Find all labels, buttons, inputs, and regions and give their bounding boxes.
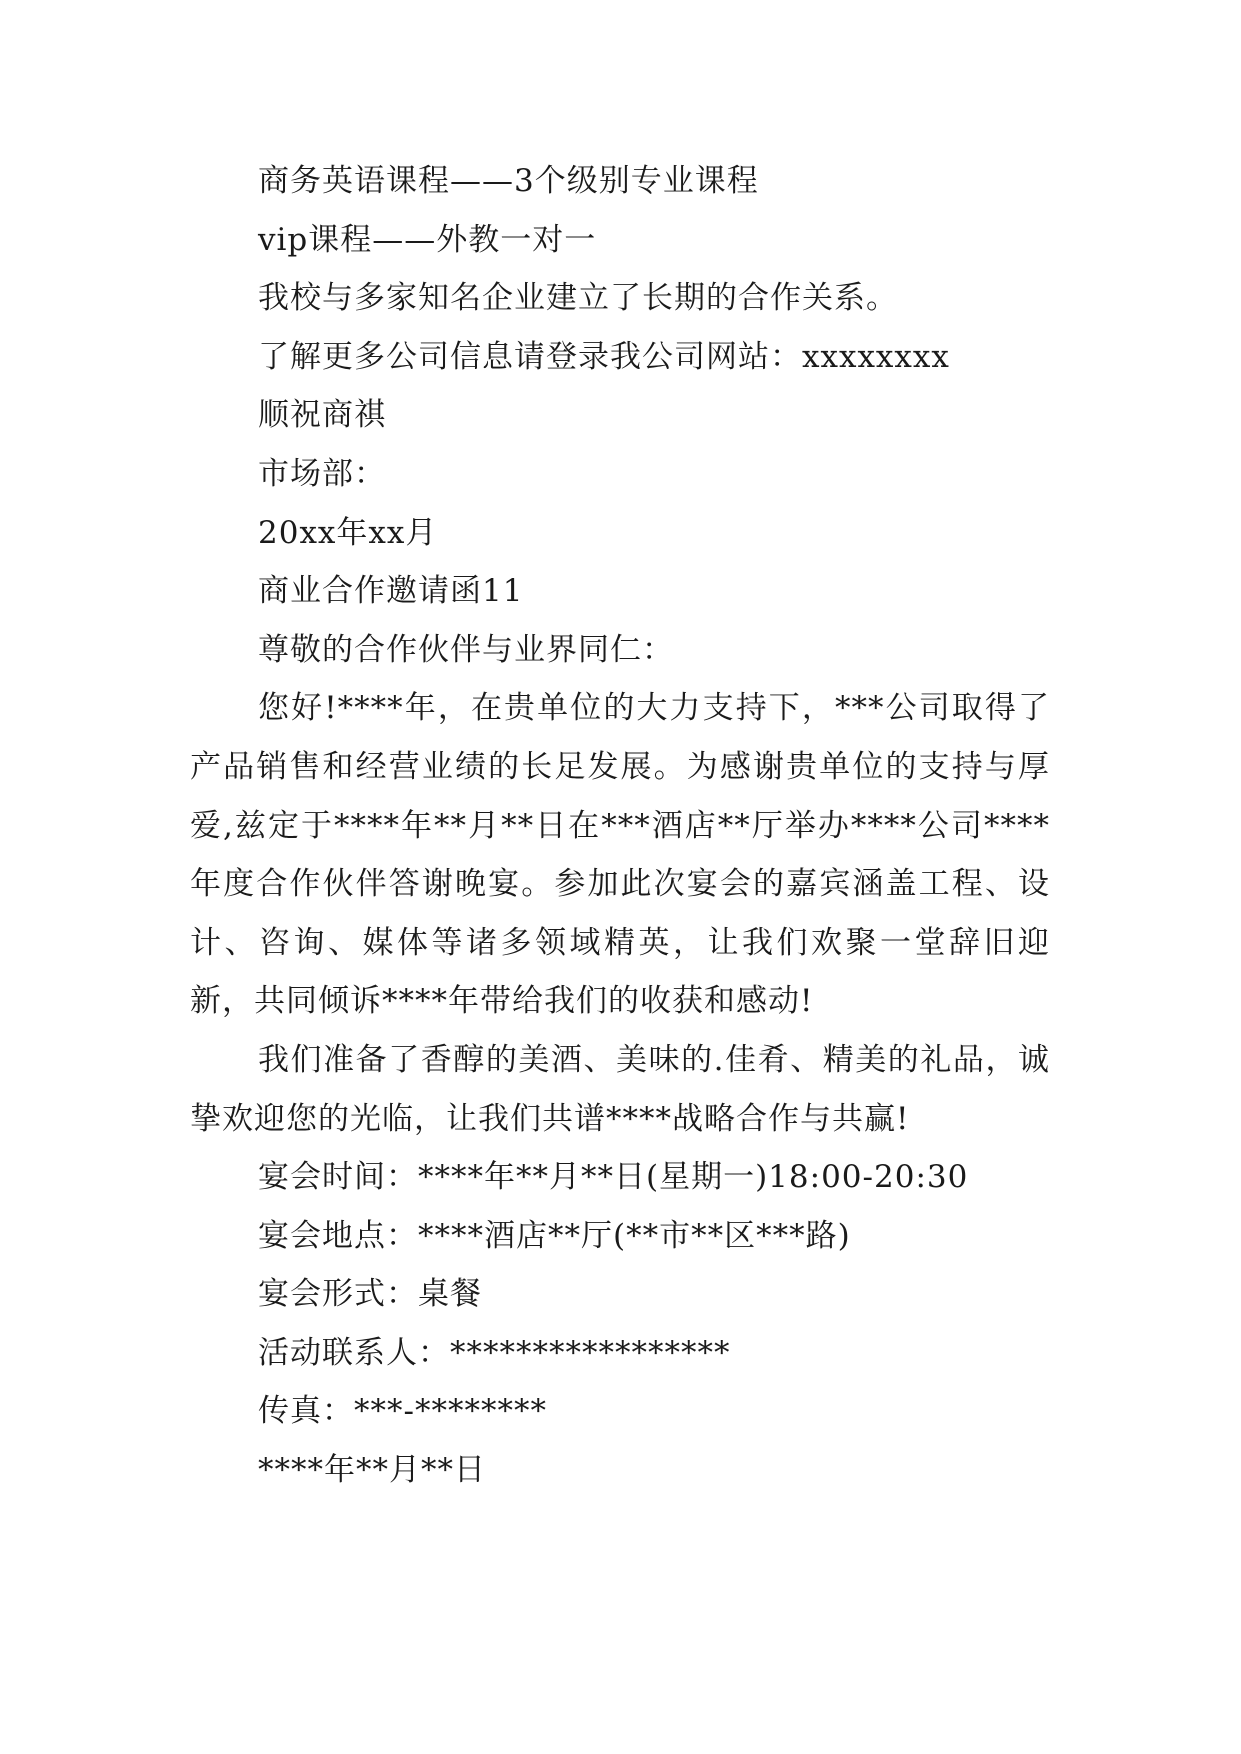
invitation-paragraph-2: 我们准备了香醇的美酒、美味的.佳肴、精美的礼品，诚挚欢迎您的光临，让我们共谱****战略合作与共赢! bbox=[190, 1041, 1050, 1137]
banquet-location: 宴会地点：****酒店**厅(**市**区***路) bbox=[258, 1217, 851, 1254]
banquet-time: 宴会时间：****年**月**日(星期一)18:00-20:30 bbox=[258, 1159, 969, 1196]
course-line-vip: vip课程——外教一对一 bbox=[258, 221, 597, 258]
event-contact: 活动联系人：***************** bbox=[258, 1334, 731, 1371]
invitation-paragraph-1: 您好!****年，在贵单位的大力支持下，***公司取得了产品销售和经营业绩的长足发展。为感谢贵单位的支持与厚爱,兹定于****年**月**日在***酒店**厅举办****公司****年度合作伙伴答谢晚宴。参加此次宴会的嘉宾涵盖工程、设计、咨询、媒体等诸多领域精英，让我们欢聚一堂辞旧迎新，共同倾诉****年带给我们的收获和感动! bbox=[190, 690, 1050, 1020]
document-body bbox=[190, 152, 1050, 1500]
website-line: 了解更多公司信息请登录我公司网站：xxxxxxxx bbox=[258, 338, 950, 375]
closing-greeting: 顺祝商祺 bbox=[258, 397, 386, 434]
closing-date: ****年**月**日 bbox=[258, 1452, 486, 1489]
signature-department: 市场部： bbox=[258, 455, 386, 492]
salutation: 尊敬的合作伙伴与业界同仁： bbox=[258, 631, 674, 668]
signature-date: 20xx年xx月 bbox=[258, 514, 438, 551]
section-title: 商业合作邀请函11 bbox=[258, 573, 524, 610]
fax-number: 传真：***-******** bbox=[258, 1393, 547, 1430]
partnership-line: 我校与多家知名企业建立了长期的合作关系。 bbox=[258, 280, 898, 317]
banquet-format: 宴会形式：桌餐 bbox=[258, 1276, 482, 1313]
course-line-business-english: 商务英语课程——3个级别专业课程 bbox=[258, 163, 759, 199]
